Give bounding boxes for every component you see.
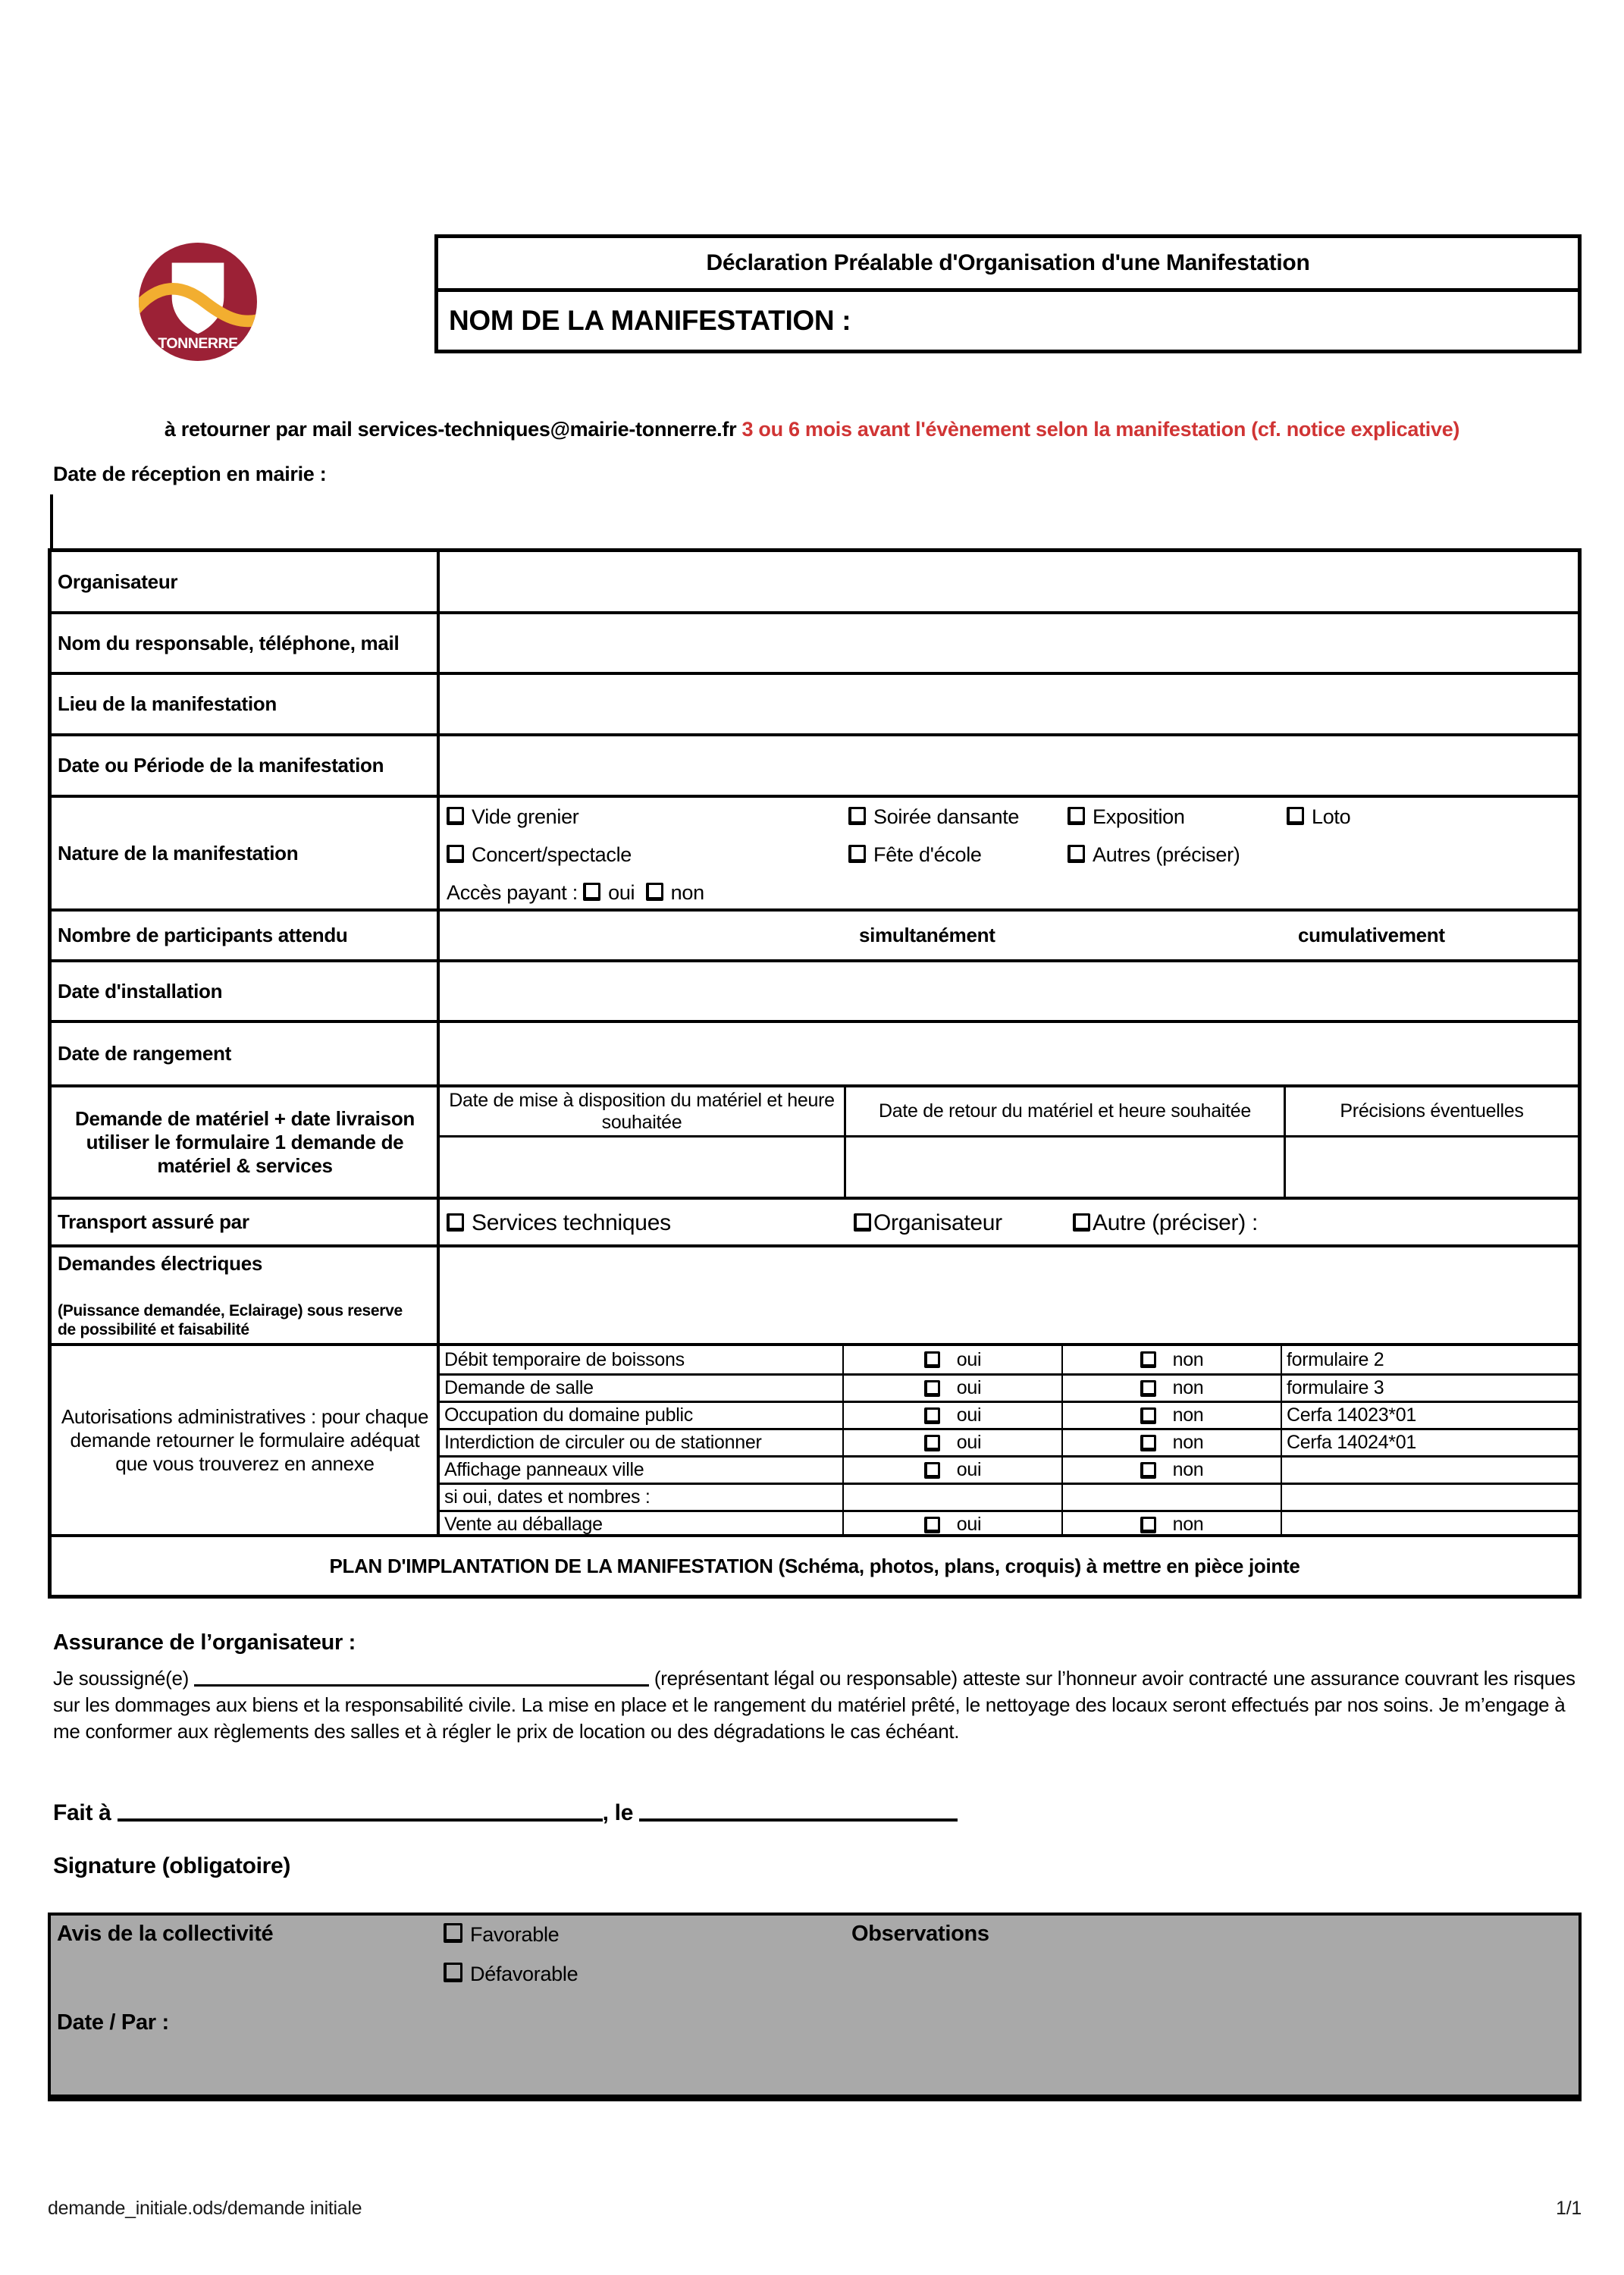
form-ref: Cerfa 14024*01 — [1287, 1432, 1416, 1453]
fait-a-label: Fait à — [53, 1800, 118, 1825]
table-row — [52, 672, 1578, 733]
autorisation-row-circulation — [440, 1428, 1578, 1455]
fait-a-line — [53, 1799, 958, 1826]
deballage-oui-checkbox[interactable] — [924, 1517, 940, 1533]
observations-label: Observations — [851, 1922, 989, 1946]
circulation-non-checkbox[interactable] — [1140, 1435, 1156, 1451]
le-label: , le — [602, 1800, 640, 1825]
autorisation-row-si-oui — [440, 1483, 1578, 1510]
concert-checkbox[interactable] — [447, 845, 464, 863]
vide-grenier-checkbox[interactable] — [447, 807, 464, 825]
table-row — [52, 1020, 1578, 1084]
participants-field[interactable] — [440, 912, 1578, 959]
option-vide-grenier: Vide grenier — [447, 805, 579, 829]
nature-label: Nature de la manifestation — [52, 798, 440, 908]
boissons-non-checkbox[interactable] — [1140, 1351, 1156, 1368]
reception-cell-border — [50, 494, 53, 548]
table-row-nature — [52, 795, 1578, 908]
date-blank[interactable] — [639, 1799, 958, 1822]
oui-cell: oui — [844, 1403, 1063, 1428]
table-row-transport — [52, 1197, 1578, 1244]
materiel-col2-field[interactable] — [846, 1138, 1286, 1197]
electrique-note: (Puissance demandée, Eclairage) sous reserve de possibilité et faisabilité — [58, 1302, 403, 1338]
date-par-label: Date / Par : — [57, 2010, 169, 2035]
table-row-participants — [52, 908, 1578, 959]
table-row-materiel — [52, 1084, 1578, 1197]
oui-cell: oui — [844, 1458, 1063, 1483]
tonnerre-logo-icon — [139, 243, 257, 361]
affichage-oui-checkbox[interactable] — [924, 1462, 940, 1479]
responsable-label: Nom du responsable, téléphone, mail — [52, 614, 440, 672]
materiel-col3-field[interactable] — [1286, 1138, 1578, 1197]
autres-checkbox[interactable] — [1068, 845, 1085, 863]
lieu-label: Lieu de la manifestation — [52, 675, 440, 733]
table-row — [52, 733, 1578, 795]
dates-field[interactable] — [844, 1485, 1063, 1510]
loto-checkbox[interactable] — [1287, 807, 1304, 825]
participants-label: Nombre de participants attendu — [52, 912, 440, 959]
oui-cell: oui — [844, 1430, 1063, 1455]
assurance-name-blank[interactable] — [194, 1668, 649, 1687]
simultanement-label: simultanément — [859, 924, 995, 946]
autorisation-row-affichage — [440, 1455, 1578, 1483]
materiel-col1-field[interactable] — [440, 1138, 846, 1197]
fait-a-blank[interactable] — [118, 1799, 603, 1822]
soiree-dansante-checkbox[interactable] — [848, 807, 866, 825]
defavorable-checkbox[interactable] — [444, 1963, 462, 1982]
organisateur-checkbox[interactable] — [854, 1213, 871, 1232]
installation-field[interactable] — [440, 962, 1578, 1020]
installation-label: Date d'installation — [52, 962, 440, 1020]
option-autres: Autres (préciser) — [1068, 843, 1240, 867]
organisateur-label: Organisateur — [52, 552, 440, 611]
option-favorable: Favorable — [444, 1923, 559, 1947]
salle-non-checkbox[interactable] — [1140, 1380, 1156, 1397]
table-row — [52, 959, 1578, 1020]
form-title: Déclaration Préalable d'Organisation d'une Manifestation — [438, 238, 1578, 292]
assurance-intro: Je soussigné(e) — [53, 1667, 194, 1690]
oui-cell: oui — [844, 1376, 1063, 1401]
materiel-input-row — [440, 1138, 1578, 1197]
assurance-body: (représentant légal ou responsable) atteste sur l’honneur avoir contracté une assurance couvrant les risques sur les dommages aux biens et la responsabilité civile. La mise en place et le rangement du matériel prêté, le nettoyage des locaux seront effectués par nos soins. Je m’engage à me conformer aux règlements des salles et à régler le prix de location ou des dégradations le cas échéant. — [53, 1667, 1575, 1743]
services-techniques-checkbox[interactable] — [447, 1213, 464, 1232]
form-ref: formulaire 3 — [1287, 1377, 1384, 1398]
option-services-techniques: Services techniques — [447, 1210, 671, 1236]
materiel-header-row — [440, 1087, 1578, 1138]
autorisation-label: Occupation du domaine public — [440, 1403, 844, 1428]
periode-field[interactable] — [440, 736, 1578, 795]
non-cell: non — [1063, 1512, 1282, 1537]
footer-page-number: 1/1 — [1556, 2198, 1582, 2219]
option-fete-ecole: Fête d'école — [848, 843, 982, 867]
rangement-label: Date de rangement — [52, 1023, 440, 1084]
reception-date-label: Date de réception en mairie : — [53, 463, 327, 485]
autorisations-label: Autorisations administratives : pour chaque demande retourner le formulaire adéquat que vous trouverez en annexe — [52, 1346, 440, 1534]
autre-transport-checkbox[interactable] — [1073, 1213, 1090, 1232]
acces-payant-line: Accès payant : oui non — [447, 881, 704, 904]
domaine-oui-checkbox[interactable] — [924, 1407, 940, 1424]
main-table — [48, 548, 1582, 1599]
rangement-field[interactable] — [440, 1023, 1578, 1084]
tonnerre-logo — [139, 243, 257, 361]
return-notice-black: à retourner par mail services-techniques@mairie-tonnerre.fr — [164, 418, 737, 441]
materiel-label: Demande de matériel + date livraison utiliser le formulaire 1 demande de matériel & services — [52, 1087, 440, 1197]
boissons-oui-checkbox[interactable] — [924, 1351, 940, 1368]
option-defavorable: Défavorable — [444, 1963, 578, 1986]
signature-label: Signature (obligatoire) — [53, 1853, 291, 1878]
autorisation-row-salle — [440, 1373, 1578, 1401]
periode-label: Date ou Période de la manifestation — [52, 736, 440, 795]
table-row-electrique — [52, 1244, 1578, 1343]
assurance-paragraph — [53, 1665, 1583, 1745]
option-soiree-dansante: Soirée dansante — [848, 805, 1019, 829]
electrique-label-cell — [52, 1247, 440, 1343]
circulation-oui-checkbox[interactable] — [924, 1435, 940, 1451]
footer-filename: demande_initiale.ods/demande initiale — [48, 2198, 362, 2219]
logo-city-name: TONNERRE — [158, 334, 238, 352]
autorisation-row-deballage — [440, 1510, 1578, 1537]
non-cell: non — [1063, 1458, 1282, 1483]
non-cell: non — [1063, 1346, 1282, 1373]
autorisation-row-boissons — [440, 1346, 1578, 1373]
assurance-heading: Assurance de l’organisateur : — [53, 1630, 356, 1655]
autorisation-row-domaine-public — [440, 1401, 1578, 1428]
table-row — [52, 552, 1578, 611]
autorisation-label: Vente au déballage — [440, 1512, 844, 1537]
exposition-checkbox[interactable] — [1068, 807, 1085, 825]
salle-oui-checkbox[interactable] — [924, 1380, 940, 1397]
avis-collectivite-box — [48, 1913, 1582, 2101]
materiel-col1-header: Date de mise à disposition du matériel et heure souhaitée — [440, 1087, 846, 1135]
autorisation-label: Débit temporaire de boissons — [440, 1346, 844, 1373]
oui-cell: oui — [844, 1346, 1063, 1373]
autorisation-label: si oui, dates et nombres : — [440, 1485, 844, 1510]
autorisation-label: Interdiction de circuler ou de stationner — [440, 1430, 844, 1455]
nature-field — [440, 798, 1578, 908]
form-ref — [1282, 1458, 1578, 1483]
autorisation-label: Affichage panneaux ville — [440, 1458, 844, 1483]
return-notice-red: 3 ou 6 mois avant l'évènement selon la manifestation (cf. notice explicative) — [736, 418, 1460, 441]
option-loto: Loto — [1287, 805, 1350, 829]
nombres-field[interactable] — [1063, 1485, 1282, 1510]
option-concert: Concert/spectacle — [447, 843, 632, 867]
acces-non-checkbox[interactable] — [646, 883, 663, 901]
manifestation-name-label: NOM DE LA MANIFESTATION : — [449, 305, 851, 336]
return-notice — [0, 418, 1624, 441]
form-ref: formulaire 2 — [1287, 1348, 1384, 1370]
materiel-col2-header: Date de retour du matériel et heure souhaitée — [846, 1087, 1286, 1135]
favorable-checkbox[interactable] — [444, 1923, 462, 1943]
acces-oui-checkbox[interactable] — [583, 883, 600, 901]
transport-label: Transport assuré par — [52, 1200, 440, 1244]
electrique-label: Demandes électriques — [58, 1252, 263, 1275]
plan-implantation-label: PLAN D'IMPLANTATION DE LA MANIFESTATION (Schéma, photos, plans, croquis) à mettre en pièce jointe — [329, 1554, 1300, 1577]
autorisations-field — [440, 1346, 1578, 1534]
table-row-plan — [52, 1534, 1578, 1595]
form-ref-empty — [1282, 1485, 1578, 1510]
oui-cell: oui — [844, 1512, 1063, 1537]
responsable-field[interactable] — [440, 614, 1578, 672]
electrique-field[interactable] — [440, 1247, 1578, 1343]
option-autre-transport: Autre (préciser) : — [1073, 1210, 1258, 1236]
form-ref: Cerfa 14023*01 — [1287, 1404, 1416, 1426]
materiel-field — [440, 1087, 1578, 1197]
non-cell: non — [1063, 1403, 1282, 1428]
title-box — [434, 234, 1582, 353]
lieu-field[interactable] — [440, 675, 1578, 733]
materiel-col3-header: Précisions éventuelles — [1340, 1100, 1524, 1122]
avis-label: Avis de la collectivité — [57, 1922, 274, 1946]
fete-ecole-checkbox[interactable] — [848, 845, 866, 863]
non-cell: non — [1063, 1430, 1282, 1455]
cumulativement-label: cumulativement — [1298, 924, 1445, 946]
non-cell: non — [1063, 1376, 1282, 1401]
deballage-non-checkbox[interactable] — [1140, 1517, 1156, 1533]
autorisation-label: Demande de salle — [440, 1376, 844, 1401]
transport-field — [440, 1200, 1578, 1244]
option-exposition: Exposition — [1068, 805, 1185, 829]
table-row — [52, 611, 1578, 672]
table-row-autorisations — [52, 1343, 1578, 1534]
domaine-non-checkbox[interactable] — [1140, 1407, 1156, 1424]
affichage-non-checkbox[interactable] — [1140, 1462, 1156, 1479]
organisateur-field[interactable] — [440, 552, 1578, 611]
option-organisateur: Organisateur — [854, 1210, 1002, 1236]
